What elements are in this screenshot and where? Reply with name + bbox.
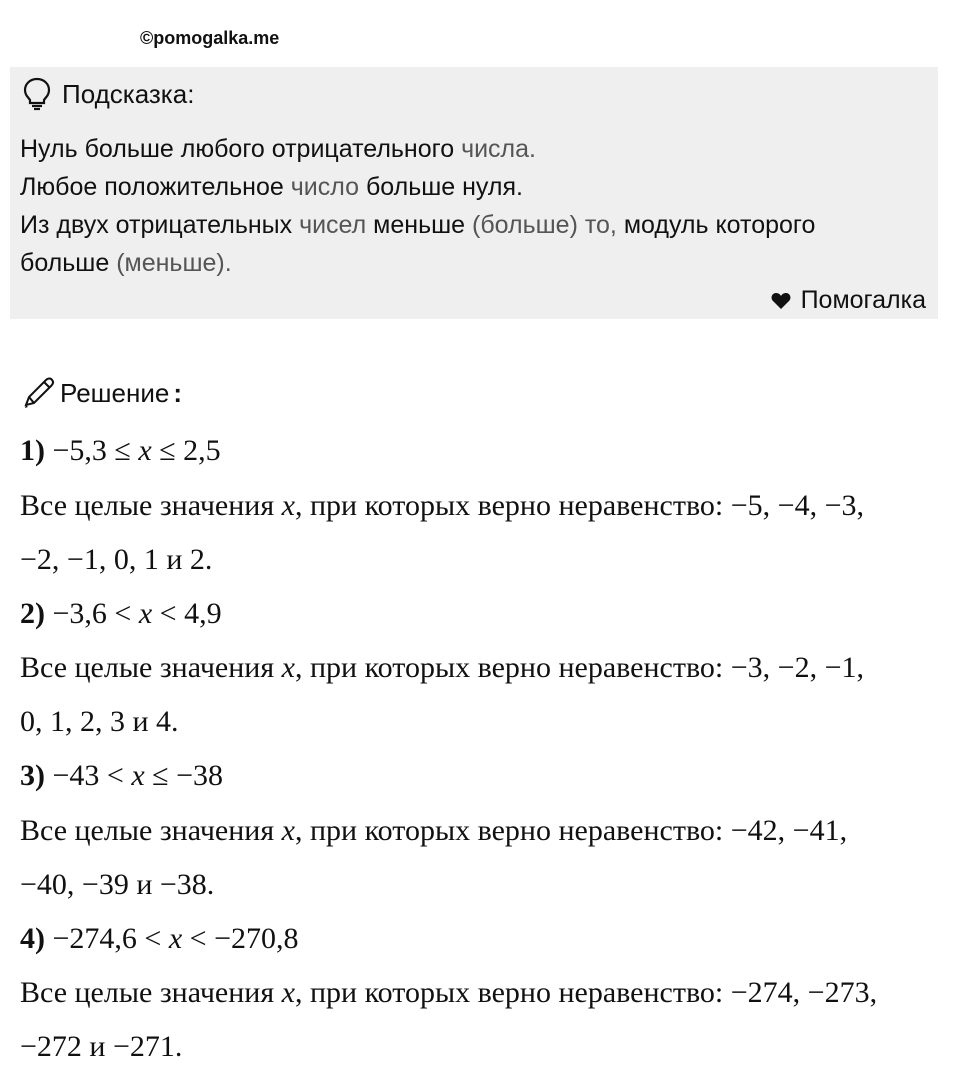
- hint-title: Подсказка:: [62, 78, 195, 109]
- variable: x: [281, 651, 295, 684]
- hint-text: [20, 130, 920, 282]
- answer-text: , при которых верно неравенство: −3, −2, −1,: [294, 651, 865, 684]
- variable: x: [168, 922, 183, 955]
- hint-text-strong: больше: [20, 249, 110, 277]
- solution-item-3-inequality: [20, 756, 930, 796]
- variable: x: [138, 434, 152, 467]
- variable: x: [281, 814, 295, 847]
- solution-item-4-inequality: [20, 919, 930, 959]
- variable: x: [281, 976, 295, 1009]
- answer-text: , при которых верно неравенство: −42, −41,: [294, 814, 848, 847]
- item-number: 4): [20, 922, 45, 955]
- item-number: 2): [20, 597, 45, 630]
- solution-header: [20, 375, 182, 411]
- hint-text-light: чисел: [292, 211, 374, 239]
- hint-text-light: число: [283, 173, 366, 201]
- hint-box: [10, 67, 938, 319]
- hint-text-strong: Из двух отрицательных: [20, 211, 293, 239]
- answer-text: , при которых верно неравенство: −274, −273,: [294, 976, 878, 1009]
- inequality-left: −5,3 ≤: [45, 434, 139, 467]
- hint-text-strong: меньше: [373, 211, 466, 239]
- hint-text-strong: модуль которого: [623, 211, 816, 239]
- pencil-icon: [20, 375, 56, 411]
- hint-line: [20, 206, 920, 244]
- variable: x: [138, 597, 153, 630]
- solution-item-3-values: −40, −39 и −38.: [20, 868, 215, 901]
- inequality-right: ≤ −38: [144, 759, 224, 792]
- brand-credit: [771, 286, 926, 315]
- item-number: 3): [20, 759, 45, 792]
- heart-icon: [771, 292, 791, 310]
- solution-title: Решение: [60, 377, 170, 408]
- solution-item-2-answer: [20, 648, 930, 688]
- answer-text: Все целые значения: [20, 976, 282, 1009]
- lightbulb-icon: [22, 77, 52, 111]
- hint-text-light: (больше) то,: [465, 211, 624, 239]
- solution-item-1-answer: [20, 486, 930, 526]
- inequality-left: −43 <: [45, 759, 132, 792]
- hint-line: [20, 130, 920, 168]
- hint-line: [20, 244, 920, 282]
- answer-text: Все целые значения: [20, 489, 282, 522]
- solution-item-4-answer: [20, 973, 930, 1013]
- inequality-left: −3,6 <: [45, 597, 139, 630]
- inequality-right: < 4,9: [152, 597, 222, 630]
- answer-text: Все целые значения: [20, 651, 282, 684]
- hint-text-strong: Любое положительное: [20, 173, 284, 201]
- answer-text: Все целые значения: [20, 814, 282, 847]
- hint-text-strong: больше нуля.: [365, 173, 523, 201]
- solution-item-3-answer: [20, 811, 930, 851]
- solution-item-2-inequality: [20, 594, 930, 634]
- watermark: ©pomogalka.me: [140, 28, 280, 48]
- solution-item-1-values: −2, −1, 0, 1 и 2.: [20, 543, 213, 576]
- hint-text-light: числа.: [454, 135, 536, 163]
- hint-header: [22, 77, 194, 111]
- inequality-right: < −270,8: [182, 922, 299, 955]
- hint-text-light: (меньше).: [109, 249, 232, 277]
- variable: x: [131, 759, 145, 792]
- answer-text: , при которых верно неравенство: −5, −4, −3,: [294, 489, 865, 522]
- solution-item-4-values: −272 и −271.: [20, 1030, 183, 1063]
- hint-line: [20, 168, 920, 206]
- hint-text-strong: Нуль больше любого отрицательного: [20, 135, 455, 163]
- item-number: 1): [20, 434, 45, 467]
- solution-item-2-values: 0, 1, 2, 3 и 4.: [20, 705, 179, 738]
- inequality-right: ≤ 2,5: [151, 434, 221, 467]
- inequality-left: −274,6 <: [45, 922, 169, 955]
- solution-item-1-inequality: [20, 431, 930, 471]
- brand-name: Помогалка: [800, 286, 926, 314]
- solution-colon: :: [173, 377, 182, 408]
- variable: x: [281, 489, 295, 522]
